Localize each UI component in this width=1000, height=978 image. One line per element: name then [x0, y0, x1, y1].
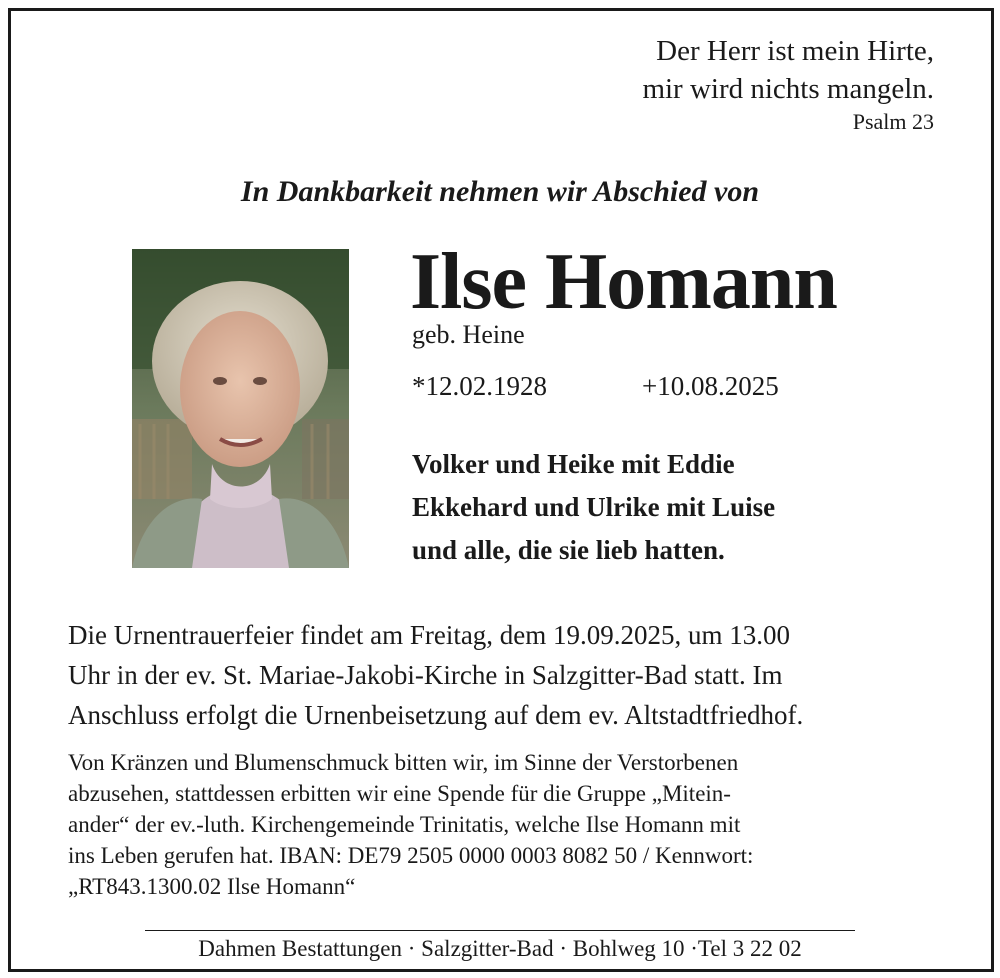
family-mourners: [412, 443, 775, 572]
psalm-line-1: Der Herr ist mein Hirte,: [656, 35, 934, 67]
service-line-1: Die Urnentrauerfeier findet am Freitag, dem 19.09.2025, um 13.00: [68, 620, 791, 650]
service-line-2: Uhr in der ev. St. Mariae-Jakobi-Kirche in Salzgitter-Bad statt. Im: [68, 660, 783, 690]
family-line-1: Volker und Heike mit Eddie: [412, 449, 735, 479]
footer-divider: [145, 930, 855, 931]
intro-heading: In Dankbarkeit nehmen wir Abschied von: [240, 175, 760, 208]
service-line-3: Anschluss erfolgt die Urnenbeisetzung auf dem ev. Altstadtfriedhof.: [68, 700, 804, 730]
family-line-2: Ekkehard und Ulrike mit Luise: [412, 492, 776, 522]
funeral-home-footer: Dahmen Bestattungen · Salzgitter-Bad · Bohlweg 10 ·Tel 3 22 02: [198, 936, 802, 961]
service-info: [68, 615, 948, 735]
donation-line-1: Von Kränzen und Blumenschmuck bitten wir, im Sinne der Verstorbenen: [68, 750, 739, 775]
birth-date: *12.02.1928: [412, 371, 547, 401]
deceased-name: Ilse Homann: [410, 238, 837, 326]
donation-info: [68, 747, 948, 902]
donation-line-2: abzusehen, stattdessen erbitten wir eine Spende für die Gruppe „Mitein-: [68, 781, 731, 806]
birth-name: geb. Heine: [412, 320, 525, 349]
portrait-photo: [132, 249, 349, 568]
psalm-quote: [642, 32, 934, 136]
donation-line-4: ins Leben gerufen hat. IBAN: DE79 2505 0000 0003 8082 50 / Kennwort:: [68, 843, 754, 868]
death-date: +10.08.2025: [642, 371, 779, 401]
psalm-line-2: mir wird nichts mangeln.: [642, 73, 934, 105]
psalm-reference: Psalm 23: [852, 109, 934, 134]
life-dates: [412, 368, 779, 404]
family-line-3: und alle, die sie lieb hatten.: [412, 535, 725, 565]
donation-line-5: „RT843.1300.02 Ilse Homann“: [68, 874, 356, 899]
donation-line-3: ander“ der ev.-luth. Kirchengemeinde Trinitatis, welche Ilse Homann mit: [68, 812, 741, 837]
